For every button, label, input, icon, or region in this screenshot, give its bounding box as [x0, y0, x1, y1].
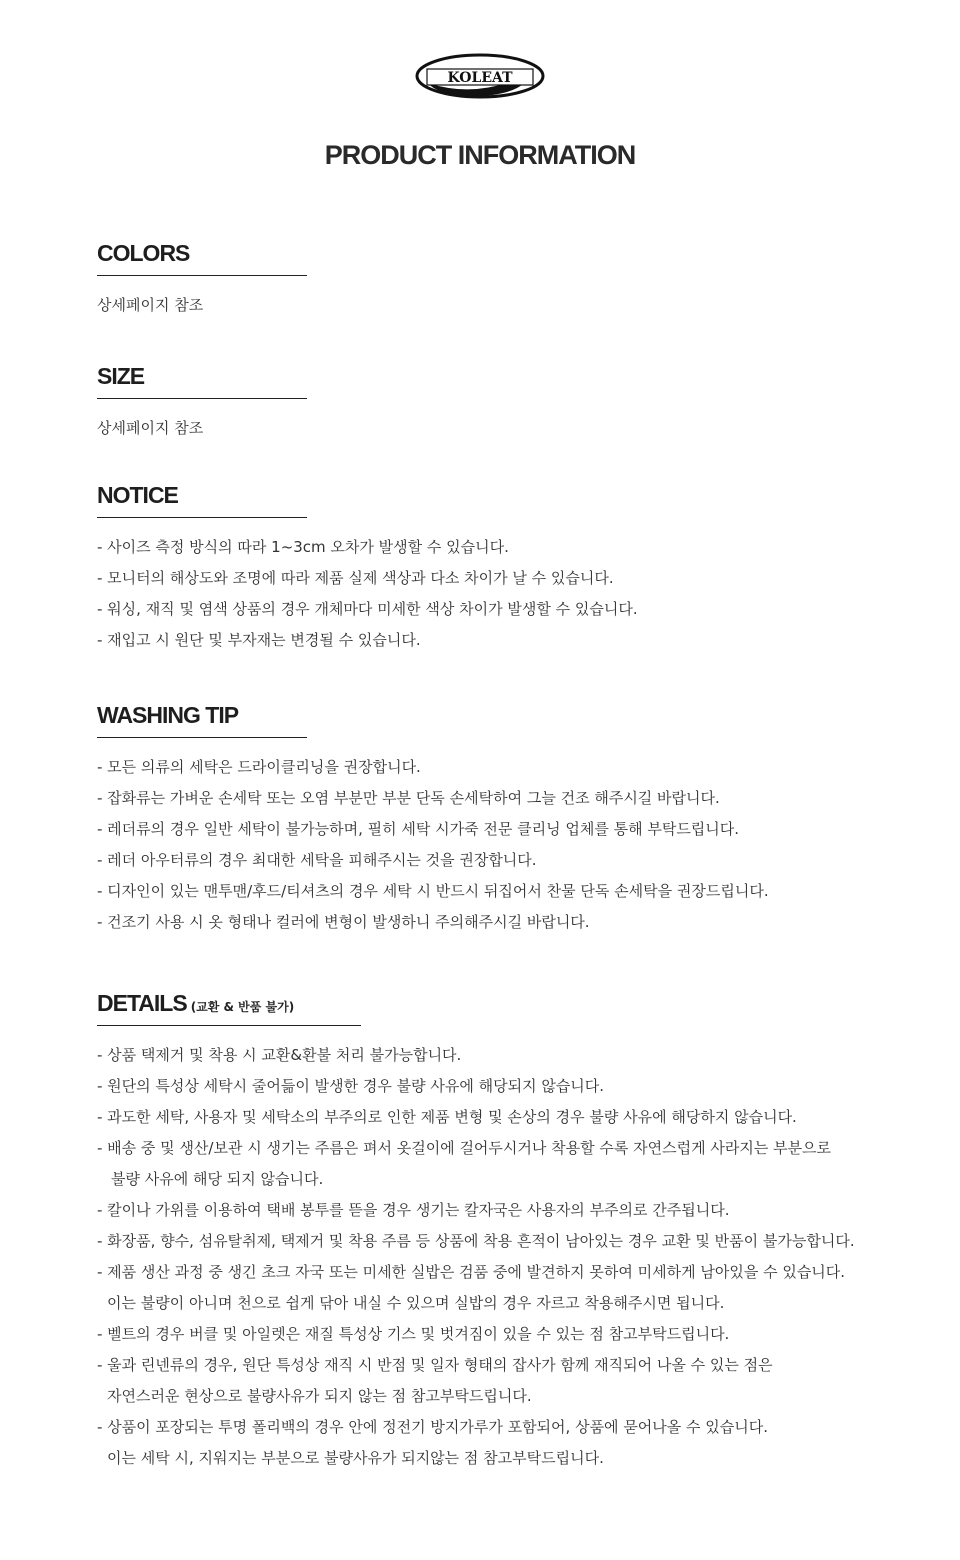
details-body	[97, 1040, 855, 1474]
notice-line: - 워싱, 재직 및 염색 상품의 경우 개체마다 미세한 색상 차이가 발생할 수 있습니다.	[97, 600, 638, 618]
size-title: SIZE	[97, 363, 145, 389]
notice-section	[97, 482, 638, 656]
notice-line: - 재입고 시 원단 및 부자재는 변경될 수 있습니다.	[97, 631, 421, 649]
section-header	[97, 990, 361, 1026]
details-line: - 제품 생산 과정 중 생긴 초크 자국 또는 미세한 실밥은 검품 중에 발견하지 못하여 미세하게 남아있을 수 있습니다.	[97, 1263, 846, 1281]
details-line: - 벨트의 경우 버클 및 아일렛은 재질 특성상 기스 및 벗겨짐이 있을 수 있는 점 참고부탁드립니다.	[97, 1325, 730, 1343]
washing-line: - 디자인이 있는 맨투맨/후드/티셔츠의 경우 세탁 시 반드시 뒤집어서 찬물 단독 손세탁을 권장드립니다.	[97, 882, 769, 900]
brand-logo	[0, 52, 960, 100]
colors-body	[97, 290, 307, 321]
details-line-continued: 이는 불량이 아니며 천으로 쉽게 닦아 내실 수 있으며 실밥의 경우 자르고 착용해주시면 됩니다.	[107, 1294, 725, 1312]
details-line-continued: 자연스러운 현상으로 불량사유가 되지 않는 점 참고부탁드립니다.	[107, 1387, 532, 1405]
washing-line: - 레더 아우터류의 경우 최대한 세탁을 피해주시는 것을 권장합니다.	[97, 851, 537, 869]
washing-line: - 레더류의 경우 일반 세탁이 불가능하며, 필히 세탁 시가죽 전문 클리닝 업체를 통해 부탁드립니다.	[97, 820, 740, 838]
washing-line: - 잡화류는 가벼운 손세탁 또는 오염 부분만 부분 단독 손세탁하여 그늘 건조 해주시길 바랍니다.	[97, 789, 720, 807]
notice-line: - 모니터의 해상도와 조명에 따라 제품 실제 색상과 다소 차이가 날 수 있습니다.	[97, 569, 614, 587]
washing-title: WASHING TIP	[97, 702, 239, 728]
details-line: - 상품 택제거 및 착용 시 교환&환불 처리 불가능합니다.	[97, 1046, 462, 1064]
page-title: PRODUCT INFORMATION	[324, 140, 636, 170]
washing-line: - 모든 의류의 세탁은 드라이클리닝을 권장합니다.	[97, 758, 421, 776]
koleat-logo-icon	[414, 52, 546, 100]
colors-text: 상세페이지 참조	[97, 296, 204, 314]
notice-body	[97, 532, 638, 656]
size-text: 상세페이지 참조	[97, 419, 204, 437]
colors-section	[97, 240, 307, 321]
washing-section	[97, 702, 769, 938]
washing-line: - 건조기 사용 시 옷 형태나 컬러에 변형이 발생하니 주의해주시길 바랍니다.	[97, 913, 590, 931]
details-line: - 원단의 특성상 세탁시 줄어듦이 발생한 경우 불량 사유에 해당되지 않습니다.	[97, 1077, 605, 1095]
logo-text: KOLEAT	[447, 70, 513, 86]
details-line: - 상품이 포장되는 투명 폴리백의 경우 안에 정전기 방지가루가 포함되어, 상품에 묻어나올 수 있습니다.	[97, 1418, 769, 1436]
details-line: - 화장품, 향수, 섬유탈취제, 택제거 및 착용 주름 등 상품에 착용 흔적이 남아있는 경우 교환 및 반품이 불가능합니다.	[97, 1232, 855, 1250]
details-line-continued: 불량 사유에 해당 되지 않습니다.	[111, 1170, 324, 1188]
details-line: - 울과 린넨류의 경우, 원단 특성상 재직 시 반점 및 일자 형태의 잡사가 함께 재직되어 나올 수 있는 점은	[97, 1356, 773, 1374]
details-line: - 배송 중 및 생산/보관 시 생기는 주름은 펴서 옷걸이에 걸어두시거나 착용할 수록 자연스럽게 사라지는 부분으로	[97, 1139, 832, 1157]
details-subtitle: (교환 & 반품 불가)	[190, 1000, 295, 1014]
colors-title: COLORS	[97, 240, 190, 266]
details-section	[97, 990, 855, 1474]
size-body	[97, 413, 307, 444]
notice-title: NOTICE	[97, 482, 178, 508]
section-header	[97, 482, 307, 518]
washing-body	[97, 752, 769, 938]
notice-line: - 사이즈 측정 방식의 따라 1~3cm 오차가 발생할 수 있습니다.	[97, 538, 509, 556]
section-header	[97, 240, 307, 276]
details-line-continued: 이는 세탁 시, 지워지는 부분으로 불량사유가 되지않는 점 참고부탁드립니다.	[107, 1449, 604, 1467]
details-title: DETAILS	[97, 990, 187, 1016]
section-header	[97, 363, 307, 399]
details-line: - 과도한 세탁, 사용자 및 세탁소의 부주의로 인한 제품 변형 및 손상의 경우 불량 사유에 해당하지 않습니다.	[97, 1108, 797, 1126]
size-section	[97, 363, 307, 444]
section-header	[97, 702, 307, 738]
details-line: - 칼이나 가위를 이용하여 택배 봉투를 뜯을 경우 생기는 칼자국은 사용자의 부주의로 간주됩니다.	[97, 1201, 730, 1219]
